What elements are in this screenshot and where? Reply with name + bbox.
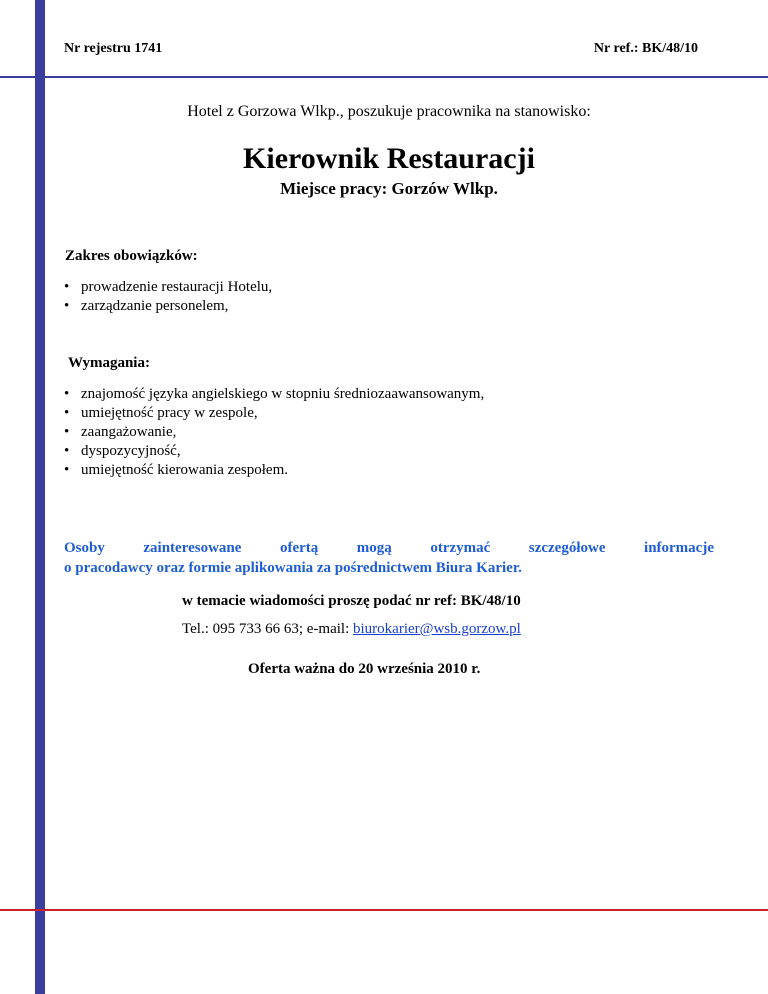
offer-validity: Oferta ważna do 20 września 2010 r.	[248, 661, 481, 677]
footer-rule	[0, 909, 768, 911]
reference-number: Nr ref.: BK/48/10	[593, 41, 698, 56]
phone-text: Tel.: 095 733 66 63; e-mail:	[182, 621, 354, 637]
header-rule	[0, 76, 768, 78]
registry-number: Nr rejestru 1741	[64, 41, 163, 56]
call-to-action-line-1: Osoby zainteresowane ofertą mogą otrzymać szczegółowe informacje	[64, 540, 714, 556]
list-item: • dyspozycyjność,	[62, 442, 484, 461]
requirements-heading: Wymagania:	[68, 355, 150, 371]
intro-text: Hotel z Gorzowa Wlkp., poszukuje pracownika na stanowisko:	[187, 103, 591, 120]
reference-note: w temacie wiadomości proszę podać nr ref: BK/48/10	[182, 593, 521, 609]
list-item: • znajomość języka angielskiego w stopniu średniozaawansowanym,	[62, 385, 484, 404]
email-link[interactable]: biurokarier@wsb.gorzow.pl	[353, 621, 521, 637]
contact-info	[182, 621, 521, 638]
list-item: • zaangażowanie,	[62, 423, 484, 442]
duties-list	[62, 278, 272, 316]
call-to-action-line-2: o pracodawcy oraz formie aplikowania za pośrednictwem Biura Karier.	[64, 560, 522, 576]
list-item: • zarządzanie personelem,	[62, 297, 272, 316]
list-item: • umiejętność pracy w zespole,	[62, 404, 484, 423]
job-title: Kierownik Restauracji	[243, 142, 535, 175]
call-to-action	[64, 538, 714, 578]
duties-heading: Zakres obowiązków:	[65, 248, 198, 264]
requirements-list	[62, 385, 484, 480]
job-location: Miejsce pracy: Gorzów Wlkp.	[280, 179, 498, 198]
list-item: • prowadzenie restauracji Hotelu,	[62, 278, 272, 297]
list-item: • umiejętność kierowania zespołem.	[62, 461, 484, 480]
